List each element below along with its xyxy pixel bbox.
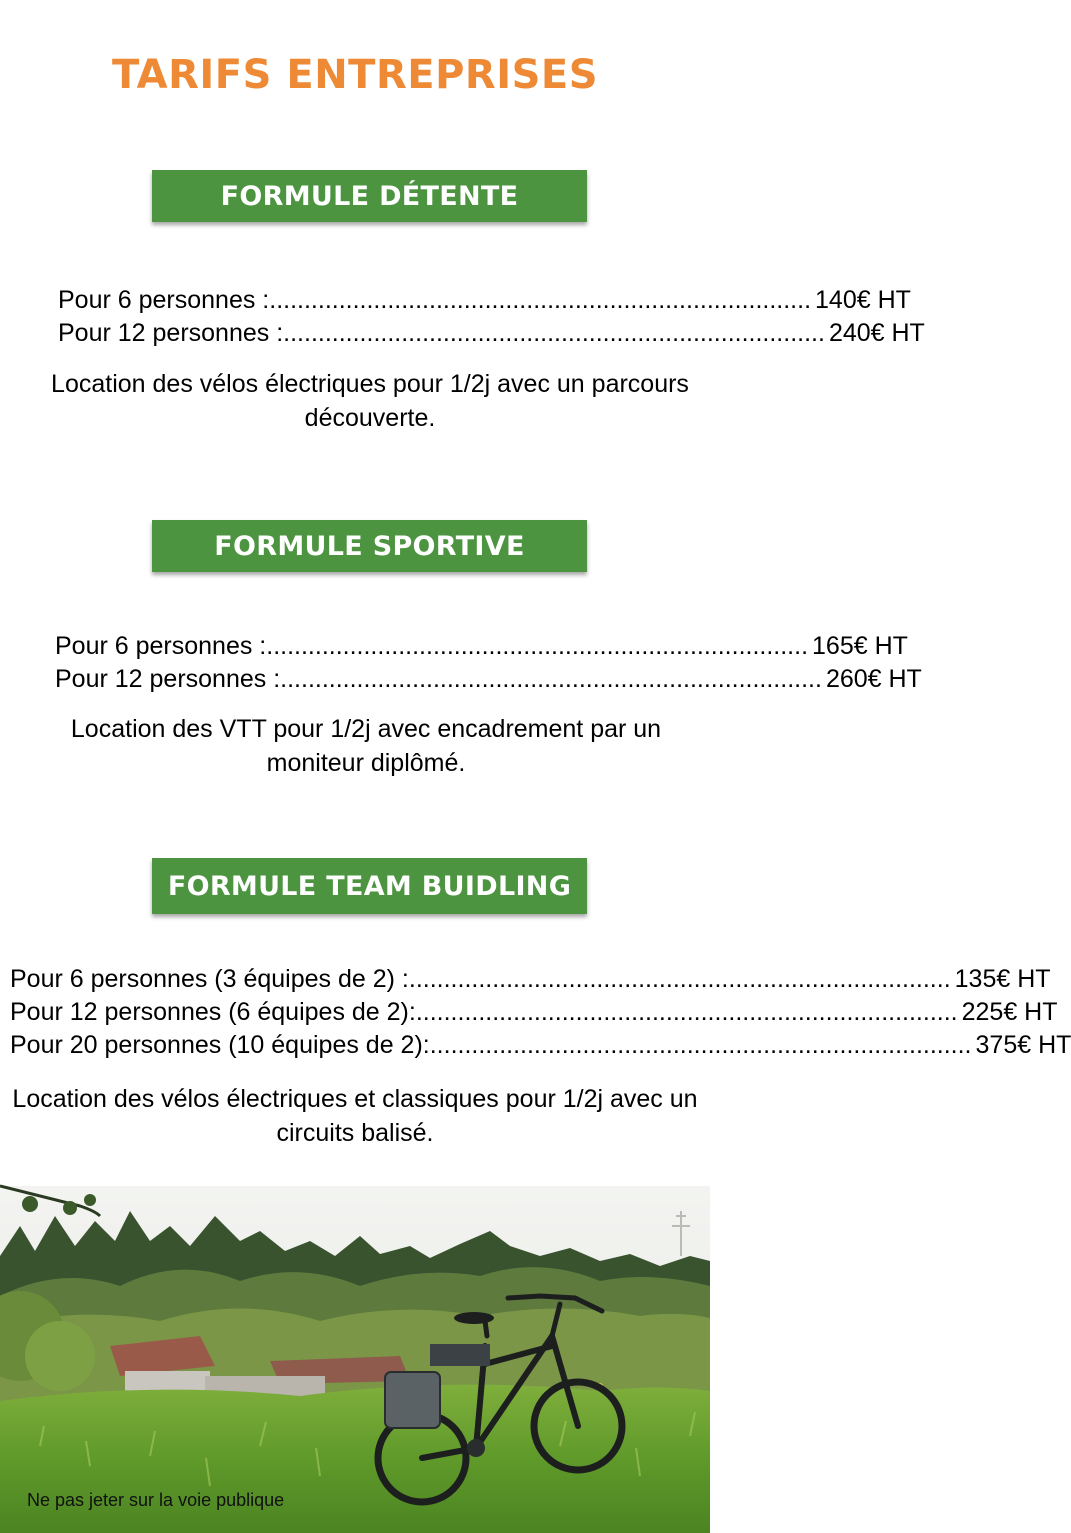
price-value: 140€ HT [815,286,911,314]
price-label: Pour 20 personnes (10 équipes de 2): [10,1031,430,1059]
disclaimer-text: Ne pas jeter sur la voie publique [27,1490,285,1510]
price-value: 375€ HT [975,1031,1071,1059]
price-list-sportive [55,630,922,696]
price-label: Pour 6 personnes : [55,632,267,660]
price-value: 165€ HT [812,632,908,660]
price-label: Pour 6 personnes (3 équipes de 2) : [10,965,409,993]
price-row [10,1029,1071,1062]
price-row [10,963,1051,996]
price-list-team-building [10,963,1071,1062]
price-row [55,630,908,663]
dot-leader: .............................................................................. [408,965,951,993]
banner-formule-sportive: FORMULE SPORTIVE [152,520,587,572]
price-row [10,996,1058,1029]
price-value: 260€ HT [825,665,922,693]
banner-formule-detente: FORMULE DÉTENTE [152,170,587,222]
price-label: Pour 12 personnes : [58,319,284,347]
price-value: 135€ HT [954,965,1051,993]
dot-leader: .............................................................................. [429,1031,972,1059]
price-value: 240€ HT [828,319,925,347]
banner-formule-team-building: FORMULE TEAM BUIDLING [152,858,587,914]
bicycle-meadow-photo [0,1186,710,1533]
dot-leader: .............................................................................. [280,665,822,693]
dot-leader: .............................................................................. [269,286,812,314]
page-title: TARIFS ENTREPRISES [111,52,599,98]
dot-leader: .............................................................................. [283,319,825,347]
description-detente: Location des vélos électriques pour 1/2j avec un parcours découverte. [51,370,689,432]
description-team-building: Location des vélos électriques et classiques pour 1/2j avec un circuits balisé. [12,1085,698,1147]
price-label: Pour 12 personnes : [55,665,281,693]
price-row [58,284,911,317]
price-list-detente [58,284,925,350]
dot-leader: .............................................................................. [266,632,809,660]
description-sportive: Location des VTT pour 1/2j avec encadrement par un moniteur diplômé. [70,715,662,777]
price-row [58,317,925,350]
price-value: 225€ HT [961,998,1058,1026]
price-label: Pour 12 personnes (6 équipes de 2): [10,998,416,1026]
price-row [55,663,922,696]
dot-leader: .............................................................................. [415,998,958,1026]
price-label: Pour 6 personnes : [58,286,270,314]
